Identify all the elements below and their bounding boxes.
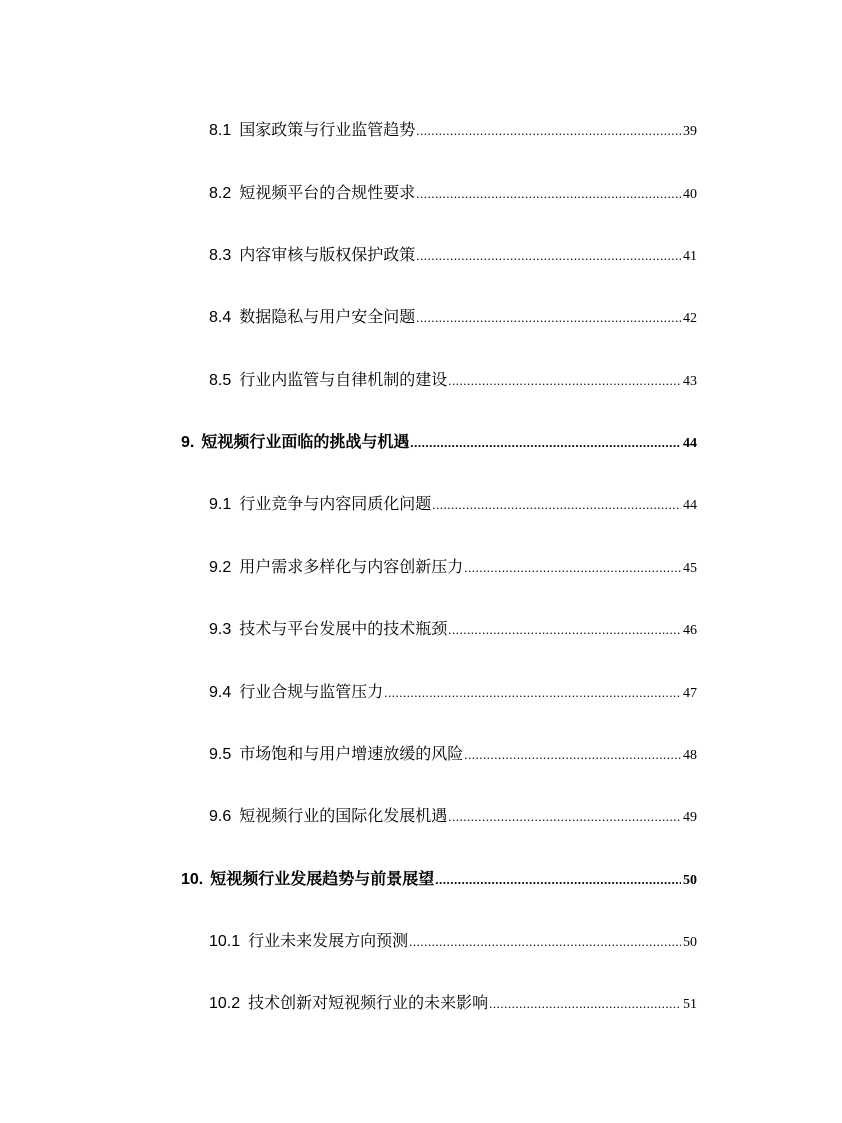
toc-page-number: 51 <box>683 997 697 1012</box>
toc-entry-text: 行业合规与监管压力 <box>239 684 384 701</box>
toc-entry-text: 行业内监管与自律机制的建设 <box>239 372 448 389</box>
toc-entry-title <box>209 117 415 140</box>
toc-entry-10-2[interactable] <box>209 990 697 1014</box>
toc-dot-leader <box>410 435 681 451</box>
toc-page-number: 44 <box>683 436 697 451</box>
toc-entry-text: 技术创新对短视频行业的未来影响 <box>248 995 489 1012</box>
toc-page-number: 50 <box>683 873 697 888</box>
toc-entry-title <box>209 180 415 203</box>
toc-dot-leader <box>409 934 681 950</box>
toc-entry-9-5[interactable] <box>209 741 697 765</box>
toc-entry-9-2[interactable] <box>209 554 697 578</box>
toc-dot-leader <box>432 497 681 513</box>
toc-page-number: 44 <box>683 498 697 513</box>
toc-page-number: 40 <box>683 187 697 202</box>
toc-entry-text: 行业未来发展方向预测 <box>248 933 409 950</box>
toc-page-number: 50 <box>683 935 697 950</box>
toc-page-number: 47 <box>683 686 697 701</box>
toc-entry-8-5[interactable] <box>209 367 697 391</box>
toc-page-number: 43 <box>683 374 697 389</box>
toc-entry-title <box>209 803 447 826</box>
toc-entry-8-4[interactable] <box>209 304 697 328</box>
toc-entry-10-1[interactable] <box>209 928 697 952</box>
toc-entry-number: 9. <box>181 434 195 451</box>
toc-entry-number: 8.5 <box>209 372 232 389</box>
toc-entry-title <box>209 367 447 390</box>
toc-entry-9-6[interactable] <box>209 803 697 827</box>
toc-entry-8-3[interactable] <box>209 242 697 266</box>
toc-entry-9-4[interactable] <box>209 679 697 703</box>
toc-entry-title <box>209 679 383 702</box>
toc-entry-title <box>209 304 415 327</box>
toc-entry-number: 9.6 <box>209 808 232 825</box>
toc-entry-title <box>181 429 409 452</box>
toc-entry-title <box>209 491 431 514</box>
toc-dot-leader <box>448 809 681 825</box>
toc-dot-leader <box>489 996 681 1012</box>
toc-entry-title <box>209 928 408 951</box>
toc-entry-text: 数据隐私与用户安全问题 <box>239 309 416 326</box>
toc-dot-leader <box>416 310 681 326</box>
toc-page-number: 46 <box>683 623 697 638</box>
toc-entry-number: 9.2 <box>209 559 232 576</box>
toc-entry-title <box>209 990 488 1013</box>
toc-page-number: 39 <box>683 124 697 139</box>
toc-entry-title <box>209 616 447 639</box>
toc-entry-number: 9.5 <box>209 746 232 763</box>
toc-entry-number: 8.3 <box>209 247 232 264</box>
toc-entry-number: 8.1 <box>209 122 232 139</box>
toc-entry-text: 技术与平台发展中的技术瓶颈 <box>239 621 448 638</box>
toc-entry-text: 用户需求多样化与内容创新压力 <box>239 559 464 576</box>
toc-entry-text: 国家政策与行业监管趋势 <box>239 122 416 139</box>
toc-page-number: 42 <box>683 311 697 326</box>
toc-page-number: 41 <box>683 249 697 264</box>
toc-chapter-10[interactable] <box>181 866 697 890</box>
toc-entry-text: 短视频行业发展趋势与前景展望 <box>210 871 435 888</box>
toc-entry-text: 短视频行业面临的挑战与机遇 <box>201 434 410 451</box>
toc-page-number: 49 <box>683 810 697 825</box>
toc-entry-text: 内容审核与版权保护政策 <box>239 247 416 264</box>
toc-entry-number: 8.2 <box>209 185 232 202</box>
toc-entry-number: 9.4 <box>209 684 232 701</box>
toc-dot-leader <box>464 560 681 576</box>
toc-dot-leader <box>416 123 681 139</box>
toc-entry-9-1[interactable] <box>209 491 697 515</box>
toc-entry-title <box>209 741 463 764</box>
toc-entry-text: 短视频平台的合规性要求 <box>239 185 416 202</box>
toc-entry-9-3[interactable] <box>209 616 697 640</box>
toc-entry-title <box>209 554 463 577</box>
toc-dot-leader <box>435 872 681 888</box>
toc-entry-number: 10. <box>181 871 204 888</box>
toc-entry-number: 8.4 <box>209 309 232 326</box>
toc-entry-number: 9.1 <box>209 496 232 513</box>
toc-dot-leader <box>384 685 681 701</box>
toc-entry-title <box>181 866 434 889</box>
toc-entry-number: 10.2 <box>209 995 241 1012</box>
toc-entry-8-2[interactable] <box>209 180 697 204</box>
toc-dot-leader <box>448 373 681 389</box>
toc-entry-title <box>209 242 415 265</box>
toc-entry-number: 9.3 <box>209 621 232 638</box>
toc-entry-number: 10.1 <box>209 933 241 950</box>
toc-dot-leader <box>464 747 681 763</box>
toc-dot-leader <box>448 622 681 638</box>
toc-entry-text: 市场饱和与用户增速放缓的风险 <box>239 746 464 763</box>
toc-entry-text: 行业竞争与内容同质化问题 <box>239 496 432 513</box>
toc-page-number: 45 <box>683 561 697 576</box>
toc-dot-leader <box>416 248 681 264</box>
toc-entry-text: 短视频行业的国际化发展机遇 <box>239 808 448 825</box>
toc-dot-leader <box>416 186 681 202</box>
toc-entry-8-1[interactable] <box>209 117 697 141</box>
toc-chapter-9[interactable] <box>181 429 697 453</box>
toc-page-number: 48 <box>683 748 697 763</box>
